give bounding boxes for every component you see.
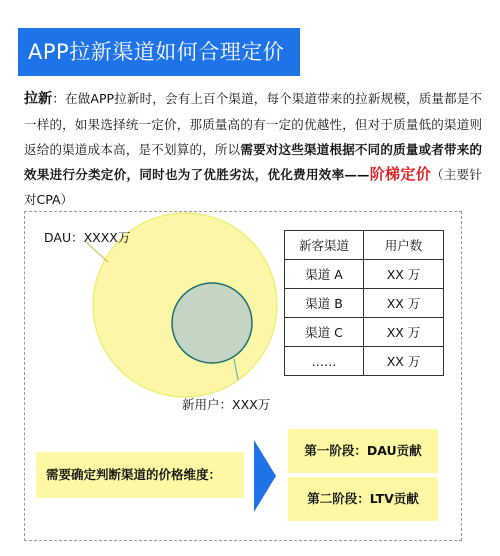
pricing-dimension-text: 需要确定判断渠道的价格维度： bbox=[46, 467, 222, 482]
stage-one-box bbox=[288, 429, 438, 473]
table-row bbox=[285, 347, 444, 376]
intro-bold-text: 需要对这些渠道根据不同的质量或者带来的效果进行分类定价，同时也为了优胜劣汰，优化费用效率—— bbox=[24, 142, 482, 182]
table-cell-channel: 渠道 B bbox=[285, 289, 364, 318]
table-cell-channel: 渠道 C bbox=[285, 318, 364, 347]
arrow-right-icon bbox=[254, 440, 276, 512]
intro-lead: 拉新 bbox=[24, 91, 53, 107]
stage-one-text: 第一阶段：DAU贡献 bbox=[304, 443, 422, 458]
table-cell-channel: 渠道 A bbox=[285, 260, 364, 289]
intro-tail: （主要针对CPA） bbox=[24, 167, 482, 207]
table-header-row bbox=[285, 231, 444, 260]
table-header-channel: 新客渠道 bbox=[285, 231, 364, 260]
table-cell-users: XX 万 bbox=[364, 347, 444, 376]
table-cell-channel: …… bbox=[285, 347, 364, 376]
table-header-users: 用户数 bbox=[364, 231, 444, 260]
pricing-dimension-box bbox=[36, 452, 244, 498]
table-cell-users: XX 万 bbox=[364, 260, 444, 289]
dau-label: DAU：XXXX万 bbox=[44, 230, 131, 245]
page-title: APP拉新渠道如何合理定价 bbox=[28, 40, 285, 64]
table-row bbox=[285, 318, 444, 347]
intro-highlight: 阶梯定价 bbox=[369, 165, 432, 183]
channel-table bbox=[284, 230, 444, 376]
new-user-circle bbox=[172, 283, 252, 363]
table-cell-users: XX 万 bbox=[364, 289, 444, 318]
stage-two-box bbox=[288, 477, 438, 521]
table-row bbox=[285, 289, 444, 318]
new-user-label: 新用户：XXX万 bbox=[182, 397, 271, 412]
intro-text: ：在做APP拉新时，会有上百个渠道，每个渠道带来的拉新规模，质量都是不一样的，如果选择统一定价，那质量高的有一定的优越性，但对于质量低的渠道则返给的渠道成本高，是不划算的，所以 bbox=[24, 91, 482, 157]
table-cell-users: XX 万 bbox=[364, 318, 444, 347]
table-row bbox=[285, 260, 444, 289]
stage-two-text: 第二阶段：LTV贡献 bbox=[307, 491, 419, 506]
